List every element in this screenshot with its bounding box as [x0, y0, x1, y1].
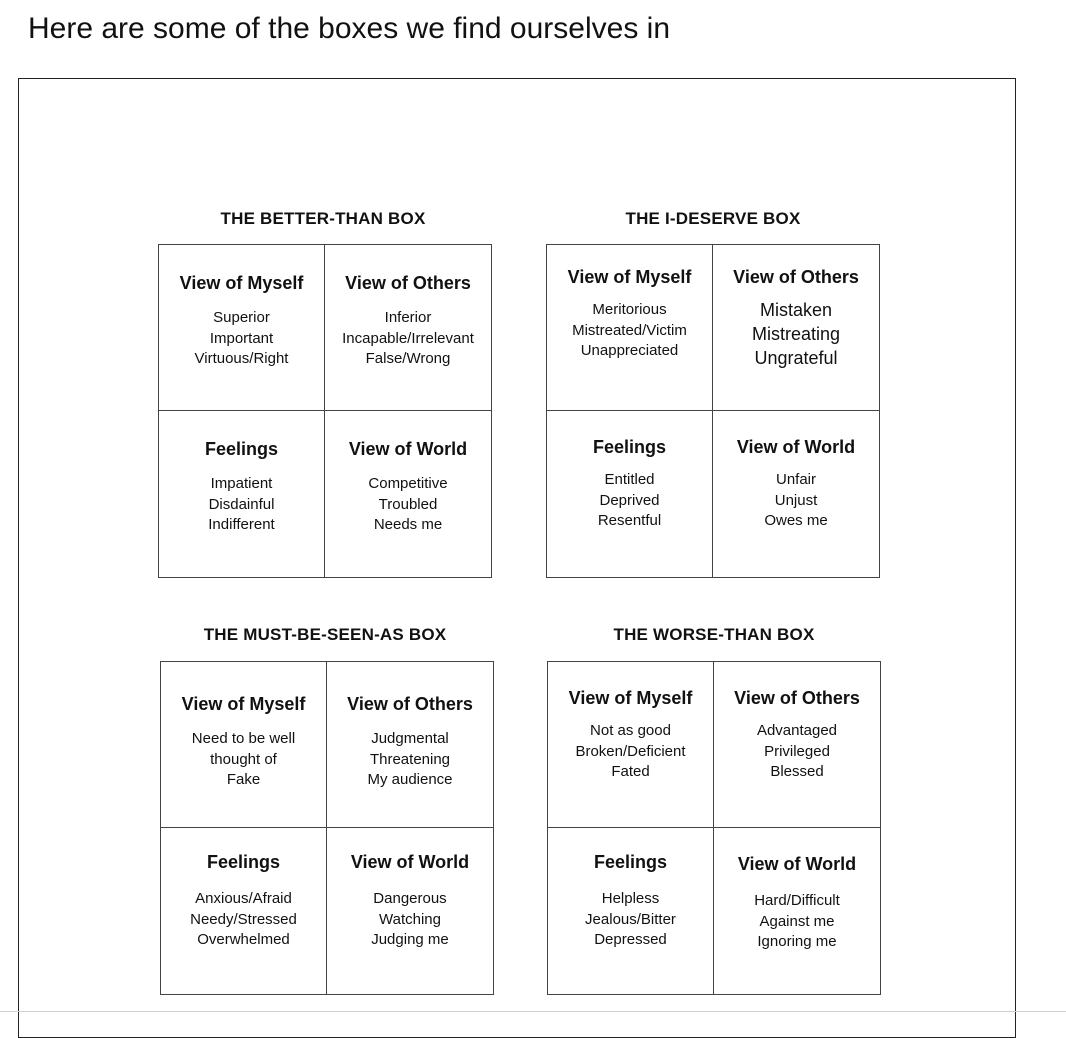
cell-line: Important	[209, 329, 274, 347]
cell-heading: View of Myself	[568, 688, 693, 708]
cell-line: Deprived	[599, 491, 660, 509]
cell-line: Helpless	[601, 890, 660, 907]
cell-heading: View of Others	[733, 267, 859, 287]
cell-line: Owes me	[764, 512, 828, 529]
box-title-worse-than: THE WORSE-THAN BOX	[613, 625, 815, 644]
cell-line: Jealous/Bitter	[585, 910, 676, 928]
cell-line: Resentful	[597, 512, 662, 529]
cell-line: Meritorious	[592, 301, 667, 318]
cell-heading: View of Others	[734, 688, 860, 708]
cell-line: Overwhelmed	[197, 931, 290, 948]
cell-view-of-myself	[161, 662, 327, 828]
cell-line: Inferior	[384, 309, 432, 326]
box-must-be-seen-as	[160, 661, 494, 995]
cell-line: Against me	[759, 912, 835, 930]
cell-line: Judgmental	[371, 730, 449, 747]
bottom-divider	[0, 1011, 1066, 1012]
cell-line: Unjust	[774, 491, 818, 509]
cell-view-of-myself	[548, 662, 714, 828]
cell-line: Unfair	[775, 471, 816, 488]
cell-line: Judging me	[371, 931, 449, 948]
cell-line: Ignoring me	[757, 933, 837, 950]
cell-heading: View of Others	[347, 694, 473, 714]
cell-line: Indifferent	[208, 516, 275, 533]
cell-line: Watching	[379, 910, 441, 928]
cell-heading: View of World	[736, 437, 856, 457]
cell-line: Advantaged	[756, 722, 838, 739]
cell-line: Incapable/Irrelevant	[342, 329, 474, 347]
cell-view-of-myself	[159, 245, 325, 411]
box-title-better-than: THE BETTER-THAN BOX	[220, 209, 426, 228]
cell-view-of-myself	[547, 245, 713, 411]
cell-line: Troubled	[378, 495, 438, 513]
cell-line: Fated	[611, 763, 650, 780]
cell-line: Impatient	[210, 475, 273, 492]
box-title-i-deserve: THE I-DESERVE BOX	[625, 209, 801, 228]
cell-line: Not as good	[590, 722, 671, 739]
cell-heading: Feelings	[206, 852, 281, 872]
cell-line: My audience	[367, 771, 453, 788]
cell-heading: Feelings	[593, 852, 668, 872]
cell-line: False/Wrong	[365, 350, 451, 367]
cell-line: Depressed	[594, 931, 667, 948]
cell-heading: View of Myself	[179, 273, 304, 293]
cell-view-of-others	[327, 662, 493, 828]
cell-view-of-world	[325, 411, 491, 577]
cell-line: Threatening	[369, 750, 451, 768]
cell-line: Disdainful	[208, 495, 275, 513]
cell-feelings	[547, 411, 713, 577]
cell-line: thought of	[210, 750, 277, 768]
cell-line: Needy/Stressed	[190, 910, 297, 928]
cell-feelings	[548, 828, 714, 994]
cell-line: Unappreciated	[580, 342, 679, 359]
cell-heading: View of Myself	[181, 694, 306, 714]
cell-heading: View of World	[737, 854, 857, 874]
cell-line: Competitive	[368, 475, 448, 492]
cell-feelings	[161, 828, 327, 994]
box-worse-than	[547, 661, 881, 995]
cell-line: Anxious/Afraid	[195, 890, 292, 907]
cell-heading: View of World	[348, 439, 468, 459]
cell-view-of-world	[713, 411, 879, 577]
cell-line: Mistreated/Victim	[572, 321, 687, 339]
cell-view-of-others	[325, 245, 491, 411]
box-title-must-be-seen-as: THE MUST-BE-SEEN-AS BOX	[203, 625, 447, 644]
cell-line: Dangerous	[373, 890, 447, 907]
box-better-than	[158, 244, 492, 578]
cell-line: Privileged	[764, 742, 830, 760]
page-title: Here are some of the boxes we find ourselves in	[28, 12, 670, 45]
cell-heading: Feelings	[204, 439, 279, 459]
box-i-deserve	[546, 244, 880, 578]
cell-feelings	[159, 411, 325, 577]
cell-line: Blessed	[770, 763, 824, 780]
cell-heading: View of World	[350, 852, 470, 872]
cell-line: Broken/Deficient	[575, 742, 686, 760]
cell-heading: View of Others	[345, 273, 471, 293]
cell-line: Needs me	[373, 516, 443, 533]
cell-line: Mistreating	[751, 324, 841, 344]
cell-view-of-world	[714, 828, 880, 994]
cell-heading: Feelings	[592, 437, 667, 457]
cell-line: Entitled	[604, 471, 655, 488]
cell-line: Superior	[213, 309, 270, 326]
cell-heading: View of Myself	[567, 267, 692, 287]
cell-line: Mistaken	[759, 300, 833, 320]
cell-line: Hard/Difficult	[754, 892, 840, 909]
cell-line: Need to be well	[191, 730, 296, 747]
cell-view-of-others	[714, 662, 880, 828]
cell-view-of-others	[713, 245, 879, 411]
cell-line: Ungrateful	[754, 348, 838, 368]
cell-line: Virtuous/Right	[194, 350, 289, 367]
cell-view-of-world	[327, 828, 493, 994]
cell-line: Fake	[226, 771, 261, 788]
